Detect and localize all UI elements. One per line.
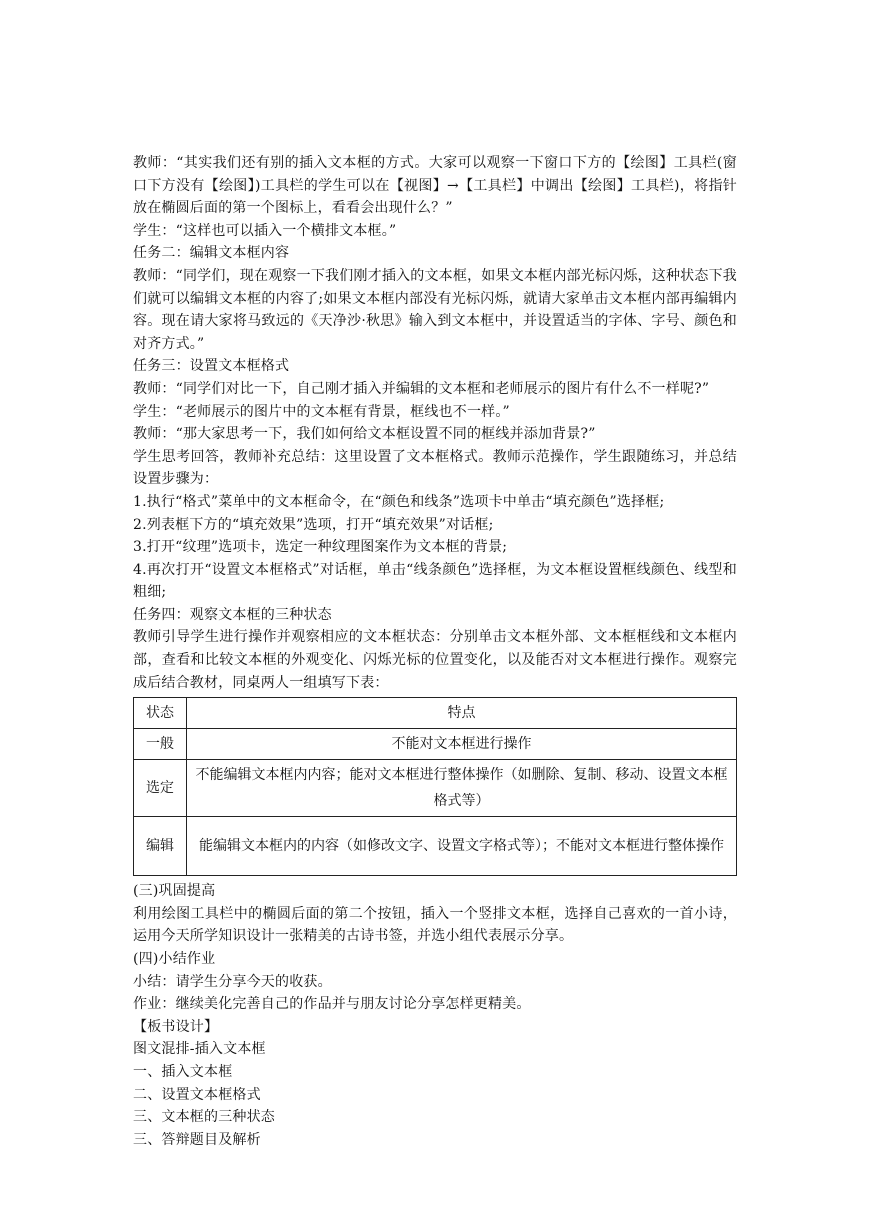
section-heading: 任务三：设置文本框格式 [133,358,290,375]
paragraph: 教师：“同学们，现在观察一下我们刚才插入的文本框，如果文本框内部光标闪烁，这种状态下我们就可以编辑文本框的内容了;如果文本框内部没有光标闪烁，就请大家单击文本框内部再编辑内容。现在请大家将马致远的《天净沙·秋思》输入到文本框中，并设置适当的字体、字号、颜色和对齐方式。” [133,267,737,352]
table-row [134,817,737,876]
table-row [134,729,737,760]
board-item: 二、设置文本框格式 [133,1086,261,1103]
paragraph: 学生：“老师展示的图片中的文本框有背景，框线也不一样。” [133,403,510,420]
paragraph: 利用绘图工具栏中的椭圆后面的第二个按钮，插入一个竖排文本框，选择自己喜欢的一首小诗，运用今天所学知识设计一张精美的古诗书签，并选小组代表展示分享。 [133,905,737,945]
paragraph: 教师：“那大家思考一下，我们如何给文本框设置不同的框线并添加背景?” [133,426,596,443]
table-cell: 编辑 [134,817,187,876]
board-title: 图文混排-插入文本框 [133,1041,266,1058]
paragraph: 教师引导学生进行操作并观察相应的文本框状态：分别单击文本框外部、文本框框线和文本框内部，查看和比较文本框的外观变化、闪烁光标的位置变化，以及能否对文本框进行操作。观察完成后结合教材，同桌两人一组填写下表： [133,629,737,691]
section-heading: (三)巩固提高 [133,883,216,900]
section-heading: (四)小结作业 [133,951,216,968]
table-cell: 选定 [134,760,187,817]
table-header-row [134,698,737,729]
section-heading: 任务四：观察文本框的三种状态 [133,606,332,623]
section-heading: 任务二：编辑文本框内容 [133,245,290,262]
paragraph: 教师：“其实我们还有别的插入文本框的方式。大家可以观察一下窗口下方的【绘图】工具栏(窗口下方没有【绘图】)工具栏的学生可以在【视图】→【工具栏】中调出【绘图】工具栏)，将指针放在椭圆后面的第一个图标上，看看会出现什么？” [133,155,737,217]
table-cell: 一般 [134,729,187,760]
paragraph: 学生：“这样也可以插入一个横排文本框。” [133,222,397,239]
table-header-cell: 特点 [187,698,737,729]
section-heading: 三、答辩题目及解析 [133,1131,261,1148]
step-item: 3.打开“纹理”选项卡，选定一种纹理图案作为文本框的背景; [133,539,508,556]
paragraph: 作业：继续美化完善自己的作品并与朋友讨论分享怎样更精美。 [133,996,531,1013]
step-item: 2.列表框下方的“填充效果”选项，打开“填充效果”对话框; [133,516,494,533]
step-item: 1.执行“格式”菜单中的文本框命令，在“颜色和线条”选项卡中单击“填充颜色”选择框; [133,493,665,510]
paragraph: 小结：请学生分享今天的收获。 [133,973,332,990]
step-item: 4.再次打开“设置文本框格式”对话框，单击“线条颜色”选择框，为文本框设置框线颜色、线型和粗细; [133,561,737,601]
paragraph: 学生思考回答，教师补充总结：这里设置了文本框格式。教师示范操作，学生跟随练习，并总结设置步骤为： [133,448,737,488]
section-heading: 【板书设计】 [133,1018,219,1035]
document-page [133,152,737,1151]
table-header-cell: 状态 [134,698,187,729]
board-item: 一、插入文本框 [133,1064,233,1080]
table-cell: 不能对文本框进行操作 [187,729,737,760]
table-row [134,760,737,817]
table-cell: 能编辑文本框内的内容（如修改文字、设置文字格式等）；不能对文本框进行整体操作 [187,817,737,876]
board-item: 三、文本框的三种状态 [133,1109,275,1126]
table-cell: 不能编辑文本框内内容；能对文本框进行整体操作（如删除、复制、移动、设置文本框格式等） [187,760,737,817]
paragraph: 教师：“同学们对比一下，自己刚才插入并编辑的文本框和老师展示的图片有什么不一样呢?” [133,380,710,397]
textbox-states-table [133,697,737,876]
